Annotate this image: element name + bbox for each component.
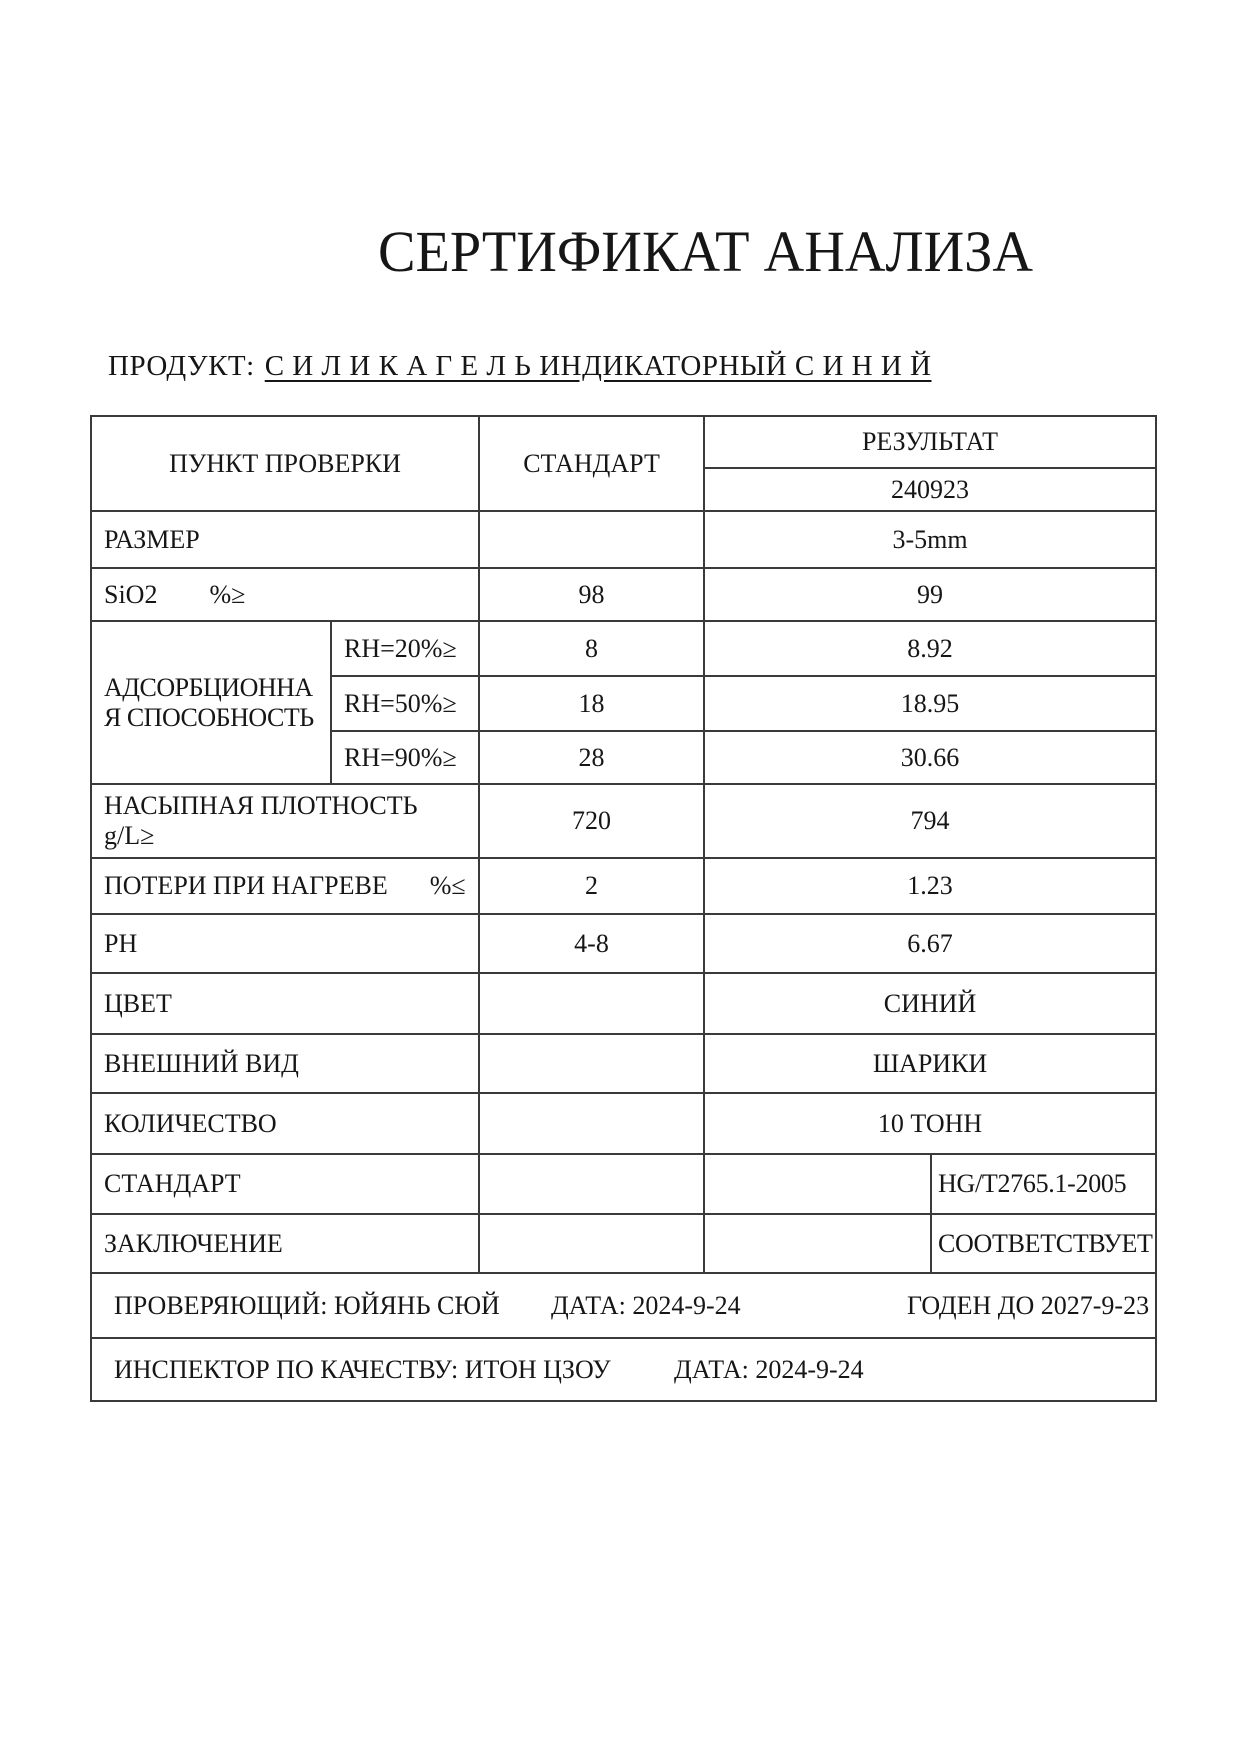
appearance-standard bbox=[479, 1034, 704, 1093]
rh90-result: 30.66 bbox=[704, 731, 1156, 784]
table-row-density bbox=[91, 784, 1156, 858]
conclusion-label: ЗАКЛЮЧЕНИЕ bbox=[91, 1214, 479, 1273]
table-row-rh20 bbox=[91, 621, 1156, 676]
rh90-condition: RH=90%≥ bbox=[331, 731, 479, 784]
rh20-result: 8.92 bbox=[704, 621, 1156, 676]
loss-standard: 2 bbox=[479, 858, 704, 914]
table-row-quantity bbox=[91, 1093, 1156, 1154]
size-label: РАЗМЕР bbox=[91, 511, 479, 568]
appearance-result: ШАРИКИ bbox=[704, 1034, 1156, 1093]
product-label: ПРОДУКТ: bbox=[108, 350, 255, 382]
quantity-result: 10 ТОНН bbox=[704, 1093, 1156, 1154]
product-line bbox=[108, 350, 932, 383]
page-title: СЕРТИФИКАТ АНАЛИЗА bbox=[378, 219, 1034, 284]
conclusion-empty-cell bbox=[704, 1214, 931, 1273]
rh20-condition: RH=20%≥ bbox=[331, 621, 479, 676]
density-result: 794 bbox=[704, 784, 1156, 858]
color-standard bbox=[479, 973, 704, 1034]
valid-until: ГОДЕН ДО 2027-9-23 bbox=[907, 1290, 1150, 1320]
standard-label: СТАНДАРТ bbox=[91, 1154, 479, 1214]
table-row-inspector bbox=[91, 1338, 1156, 1401]
conclusion-standard bbox=[479, 1214, 704, 1273]
table-row-conclusion bbox=[91, 1214, 1156, 1273]
standard-empty-cell bbox=[704, 1154, 931, 1214]
table-row-loss bbox=[91, 858, 1156, 914]
sio2-suffix: %≥ bbox=[209, 579, 246, 609]
rh50-standard: 18 bbox=[479, 676, 704, 731]
sio2-result: 99 bbox=[704, 568, 1156, 621]
rh50-condition: RH=50%≥ bbox=[331, 676, 479, 731]
table-row-appearance bbox=[91, 1034, 1156, 1093]
product-value: С И Л И К А Г Е Л Ь ИНДИКАТОРНЫЙ С И Н И Й bbox=[264, 350, 932, 382]
standard-result: HG/T2765.1-2005 bbox=[931, 1154, 1156, 1214]
standard-standard bbox=[479, 1154, 704, 1214]
loss-suffix: %≤ bbox=[429, 871, 466, 900]
adsorption-label: АДСОРБЦИОННА Я СПОСОБНОСТЬ bbox=[91, 621, 331, 784]
analysis-table bbox=[90, 415, 1157, 1402]
table-row-sio2 bbox=[91, 568, 1156, 621]
rh90-standard: 28 bbox=[479, 731, 704, 784]
inspector-name: ИНСПЕКТОР ПО КАЧЕСТВУ: ИТОН ЦЗОУ bbox=[114, 1354, 611, 1384]
rh50-result: 18.95 bbox=[704, 676, 1156, 731]
size-standard bbox=[479, 511, 704, 568]
density-label: НАСЫПНАЯ ПЛОТНОСТЬ g/L≥ bbox=[91, 784, 479, 858]
loss-result: 1.23 bbox=[704, 858, 1156, 914]
density-standard: 720 bbox=[479, 784, 704, 858]
table-row-size bbox=[91, 511, 1156, 568]
header-batch-number: 240923 bbox=[704, 468, 1156, 511]
checker-name: ПРОВЕРЯЮЩИЙ: ЮЙЯНЬ СЮЙ bbox=[114, 1290, 500, 1320]
header-standard: СТАНДАРТ bbox=[479, 416, 704, 511]
ph-label: PH bbox=[91, 914, 479, 973]
conclusion-result: СООТВЕТСТВУЕТ bbox=[931, 1214, 1156, 1273]
header-check-item: ПУНКТ ПРОВЕРКИ bbox=[91, 416, 479, 511]
appearance-label: ВНЕШНИЙ ВИД bbox=[91, 1034, 479, 1093]
ph-standard: 4-8 bbox=[479, 914, 704, 973]
table-row-ph bbox=[91, 914, 1156, 973]
sio2-label: SiO2 %≥ bbox=[91, 568, 479, 621]
table-row-color bbox=[91, 973, 1156, 1034]
color-label: ЦВЕТ bbox=[91, 973, 479, 1034]
quantity-standard bbox=[479, 1093, 704, 1154]
loss-label: ПОТЕРИ ПРИ НАГРЕВЕ %≤ bbox=[91, 858, 479, 914]
table-row-standard bbox=[91, 1154, 1156, 1214]
inspector-date: ДАТА: 2024-9-24 bbox=[674, 1354, 864, 1384]
header-result: РЕЗУЛЬТАТ bbox=[704, 416, 1156, 468]
size-result: 3-5mm bbox=[704, 511, 1156, 568]
checker-date: ДАТА: 2024-9-24 bbox=[551, 1290, 741, 1320]
color-result: СИНИЙ bbox=[704, 973, 1156, 1034]
quantity-label: КОЛИЧЕСТВО bbox=[91, 1093, 479, 1154]
rh20-standard: 8 bbox=[479, 621, 704, 676]
ph-result: 6.67 bbox=[704, 914, 1156, 973]
table-row-checker bbox=[91, 1273, 1156, 1338]
sio2-standard: 98 bbox=[479, 568, 704, 621]
